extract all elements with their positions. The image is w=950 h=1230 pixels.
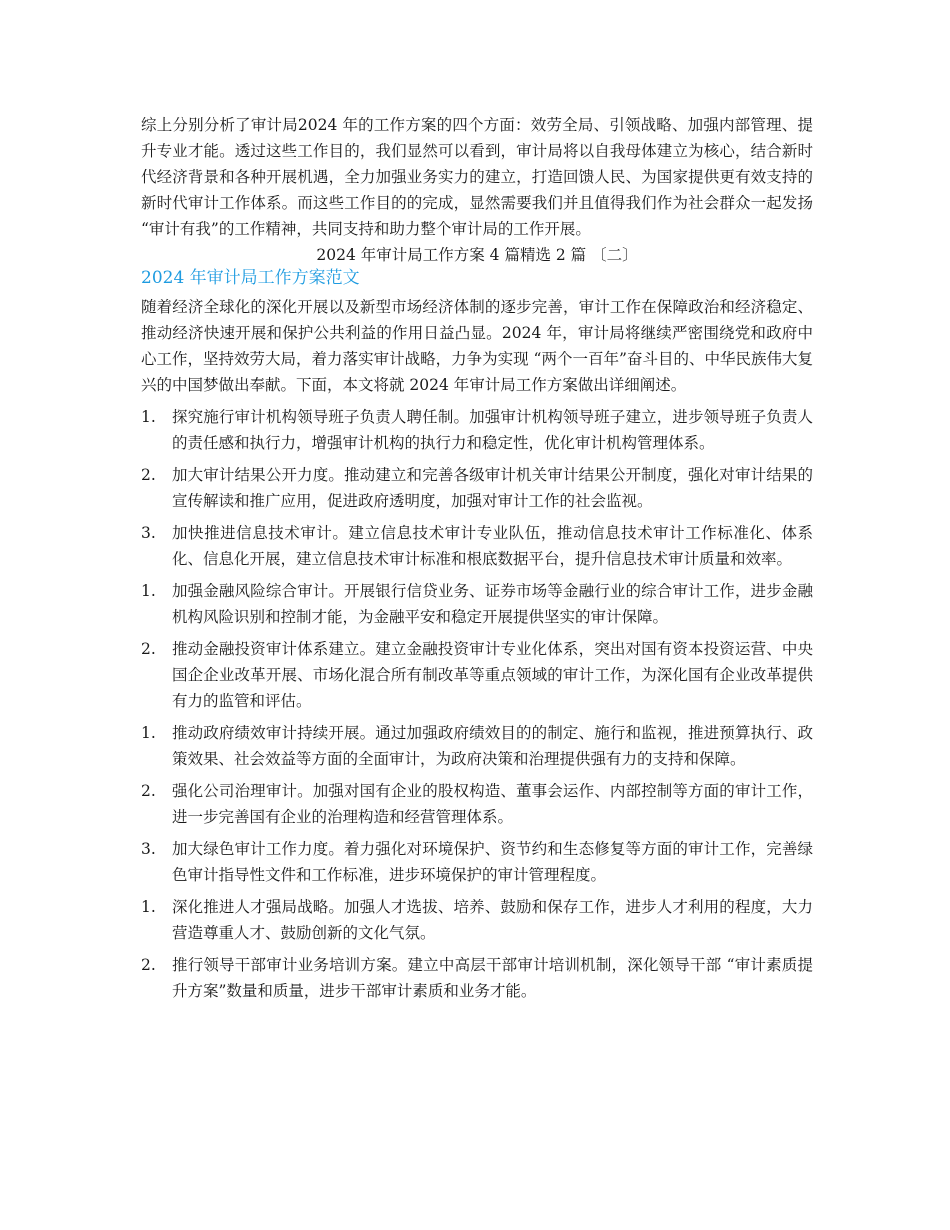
- body-paragraph: 随着经济全球化的深化开展以及新型市场经济体制的逐步完善，审计工作在保障政治和经济稳定、推动经济快速开展和保护公共利益的作用日益凸显。2024 年，审计局将继续严密围绕党和政府中心工作，坚持效劳大局，着力落实审计战略，力争为实现 “两个一百年”奋斗目的、中华民族伟大复兴的中国梦做出奉献。下面，本文将就 2024 年审计局工作方案做出详细阐述。: [141, 298, 813, 394]
- list-item: [141, 836, 813, 888]
- list-text: 深化推进人才强局战略。加强人才选拔、培养、鼓励和保存工作，进步人才利用的程度，大力营造尊重人才、鼓励创新的文化气氛。: [172, 898, 813, 942]
- list-text: 加强金融风险综合审计。开展银行信贷业务、证券市场等金融行业的综合审计工作，进步金融机构风险识别和控制才能，为金融平安和稳定开展提供坚实的审计保障。: [172, 582, 813, 626]
- blue-heading: 2024 年审计局工作方案范文: [141, 268, 360, 288]
- list-number: 1.: [141, 898, 156, 916]
- list-text: 强化公司治理审计。加强对国有企业的股权构造、董事会运作、内部控制等方面的审计工作，进一步完善国有企业的治理构造和经营管理体系。: [172, 782, 813, 826]
- list-text: 加大审计结果公开力度。推动建立和完善各级审计机关审计结果公开制度，强化对审计结果的宣传解读和推广应用，促进政府透明度，加强对审计工作的社会监视。: [172, 466, 813, 510]
- list-item: [141, 952, 813, 1004]
- list-text: 加快推进信息技术审计。建立信息技术审计专业队伍，推动信息技术审计工作标准化、体系化、信息化开展，建立信息技术审计标准和根底数据平台，提升信息技术审计质量和效率。: [172, 524, 813, 568]
- list-number: 2.: [141, 640, 156, 658]
- plan-list: [141, 404, 813, 1004]
- intro-paragraph: 综上分别分析了审计局2024 年的工作方案的四个方面：效劳全局、引领战略、加强内部管理、提升专业才能。透过这些工作目的，我们显然可以看到，审计局将以自我母体建立为核心，结合新时代经济背景和各种开展机遇，全力加强业务实力的建立，打造回馈人民、为国家提供更有效支持的新时代审计工作体系。而这些工作目的的完成，显然需要我们并且值得我们作为社会群众一起发扬 “审计有我”的工作精神，共同支持和助力整个审计局的工作开展。: [141, 116, 813, 238]
- list-number: 3.: [141, 524, 156, 542]
- list-text: 推动政府绩效审计持续开展。通过加强政府绩效目的的制定、施行和监视，推进预算执行、政策效果、社会效益等方面的全面审计，为政府决策和治理提供强有力的支持和保障。: [172, 724, 813, 768]
- list-item: [141, 720, 813, 772]
- list-number: 2.: [141, 956, 156, 974]
- list-number: 2.: [141, 782, 156, 800]
- document-page: [141, 112, 813, 1004]
- list-number: 3.: [141, 840, 156, 858]
- list-item: [141, 578, 813, 630]
- list-text: 加大绿色审计工作力度。着力强化对环境保护、资节约和生态修复等方面的审计工作，完善绿色审计指导性文件和工作标准，进步环境保护的审计管理程度。: [172, 840, 813, 884]
- list-number: 1.: [141, 408, 156, 426]
- list-number: 1.: [141, 582, 156, 600]
- list-text: 探究施行审计机构领导班子负责人聘任制。加强审计机构领导班子建立，进步领导班子负责人的责任感和执行力，增强审计机构的执行力和稳定性，优化审计机构管理体系。: [172, 408, 813, 452]
- list-item: [141, 520, 813, 572]
- list-text: 推行领导干部审计业务培训方案。建立中高层干部审计培训机制，深化领导干部 “审计素质提升方案”数量和质量，进步干部审计素质和业务才能。: [172, 956, 813, 1000]
- list-item: [141, 404, 813, 456]
- list-item: [141, 462, 813, 514]
- list-text: 推动金融投资审计体系建立。建立金融投资审计专业化体系，突出对国有资本投资运营、中央国企企业改革开展、市场化混合所有制改革等重点领域的审计工作，为深化国有企业改革提供有力的监管和评估。: [172, 640, 813, 710]
- list-item: [141, 894, 813, 946]
- list-item: [141, 778, 813, 830]
- list-item: [141, 636, 813, 714]
- list-number: 1.: [141, 724, 156, 742]
- list-number: 2.: [141, 466, 156, 484]
- section-title: 2024 年审计局工作方案 4 篇精选 2 篇 〔二〕: [316, 246, 638, 264]
